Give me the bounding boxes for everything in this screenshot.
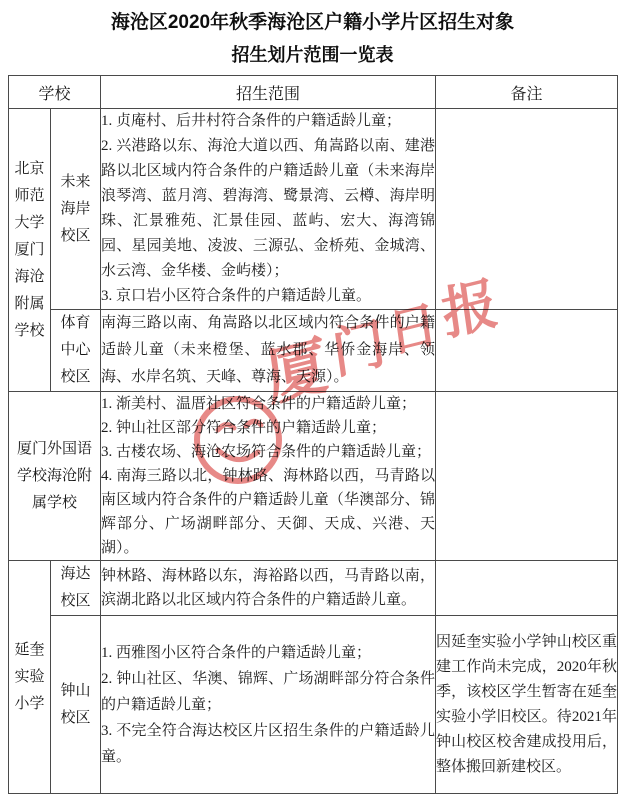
range-item: 2. 钟山社区部分符合条件的户籍适龄儿童； xyxy=(101,420,387,436)
range-cell xyxy=(101,616,436,794)
col-header-remark: 备注 xyxy=(436,76,618,109)
page-subtitle: 招生划片范围一览表 xyxy=(231,45,394,65)
range-item: 南海三路以南、角嵩路以北区域内符合条件的户籍适龄儿童（未来橙堡、蓝水郡、华侨金海岸、领海、水岸名筑、天峰、尊海、天源）。 xyxy=(101,315,436,385)
table-row xyxy=(9,109,618,310)
table-row xyxy=(9,561,618,616)
watermark-char: 日 xyxy=(384,295,442,363)
table-row xyxy=(9,392,618,561)
page-title: 海沧区2020年秋季海沧区户籍小学片区招生对象 xyxy=(110,12,515,33)
range-cell xyxy=(101,310,436,392)
range-item: 3. 不完全符合海达校区片区招生条件的户籍适龄儿童。 xyxy=(101,722,436,765)
school-name: 厦门外国语学校海沧附属学校 xyxy=(16,440,92,511)
range-item: 钟林路、海林路以东，海裕路以西，马青路以南，滨湖北路以北区域内符合条件的户籍适龄儿童。 xyxy=(101,568,436,608)
range-item: 1. 贞庵村、后井村符合条件的户籍适龄儿童； xyxy=(101,113,402,129)
school-cell-bjnu xyxy=(9,109,51,392)
range-cell xyxy=(101,392,436,561)
remark-cell-empty xyxy=(436,109,618,310)
col-header-school: 学校 xyxy=(9,76,101,109)
watermark-char: 报 xyxy=(438,272,502,348)
school-name: 北京师范大学厦门海沧附属学校 xyxy=(14,160,45,339)
campus-cell-sports-center xyxy=(51,310,101,392)
table-row xyxy=(9,310,618,392)
watermark-char: 门 xyxy=(328,312,390,386)
campus-name: 未来海岸校区 xyxy=(60,173,91,244)
campus-cell-haida xyxy=(51,561,101,616)
range-item: 1. 渐美村、温厝社区符合条件的户籍适龄儿童； xyxy=(101,396,417,412)
campus-name: 海达校区 xyxy=(60,566,91,609)
range-item: 3. 京口岩小区符合条件的户籍适龄儿童。 xyxy=(101,288,372,304)
remark-cell-empty xyxy=(436,392,618,561)
range-item: 2. 兴港路以东、海沧大道以西、角嵩路以南、建港路以北区域内符合条件的户籍适龄儿童（未来海岸浪琴湾、蓝月湾、碧海湾、鹭景湾、云樽、海岸明珠、汇景雅苑、汇景佳园、蓝屿、宏大、海湾锦园、星园美地、凌波、三源弘、金桥苑、金城湾、水云湾、金华楼、金屿楼）； xyxy=(101,138,436,279)
range-item: 1. 西雅图小区符合条件的户籍适龄儿童； xyxy=(101,644,372,661)
enrollment-table xyxy=(8,75,618,794)
campus-name: 体育中心校区 xyxy=(60,315,91,385)
range-item: 2. 钟山社区、华澳、锦辉、广场湖畔部分符合条件的户籍适龄儿童； xyxy=(101,670,436,713)
table-header-row xyxy=(9,76,618,109)
watermark-char: 厦 xyxy=(262,331,332,415)
campus-cell-zhongshan xyxy=(51,616,101,794)
range-item: 4. 南海三路以北，钟林路、海林路以西，马青路以南区域内符合条件的户籍适龄儿童（华澳部分、锦辉部分、广场湖畔部分、天御、天成、兴港、天湖）。 xyxy=(101,468,436,556)
remark-text: 因延奎实验小学钟山校区重建工作尚未完成，2020年秋季，该校区学生暂寄在延奎实验小学旧校区。待2021年钟山校区校舍建成投用后，整体搬回新建校区。 xyxy=(436,633,618,775)
range-cell xyxy=(101,561,436,616)
remark-cell-zhongshan xyxy=(436,616,618,794)
remark-cell-empty xyxy=(436,310,618,392)
range-item: 3. 古楼农场、海沧农场符合条件的户籍适龄儿童； xyxy=(101,444,432,460)
school-name: 延奎实验小学 xyxy=(14,641,45,712)
range-cell xyxy=(101,109,436,310)
remark-cell-empty xyxy=(436,561,618,616)
school-cell-waiguoyu xyxy=(9,392,101,561)
table-row xyxy=(9,616,618,794)
campus-cell-future-coast xyxy=(51,109,101,310)
campus-name: 钟山校区 xyxy=(60,682,91,726)
col-header-range: 招生范围 xyxy=(101,76,436,109)
